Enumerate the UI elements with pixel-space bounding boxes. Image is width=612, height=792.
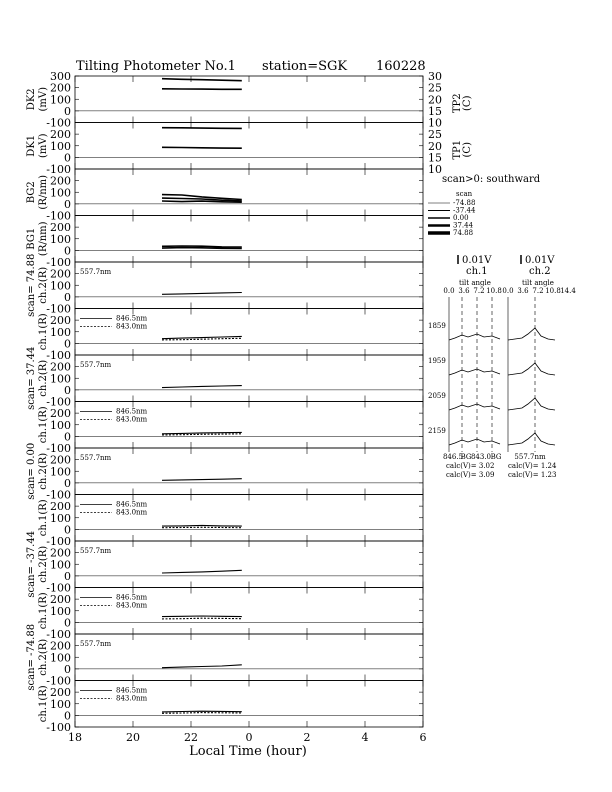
panel-ylabel-units: ch.1(R) xyxy=(38,313,49,351)
y-tick-label: -100 xyxy=(46,116,71,130)
series-legend-label: 843.0nm xyxy=(116,694,148,703)
series-legend-label: 843.0nm xyxy=(116,601,148,610)
ch2-profile xyxy=(508,433,555,445)
panel-ylabel: scan= -74.88 xyxy=(26,623,37,691)
x-axis-label: Local Time (hour) xyxy=(189,744,307,759)
panel-ylabel-units: ch.2(R) xyxy=(38,359,49,397)
series-legend-label: 557.7nm xyxy=(80,454,112,462)
right-axis-label: TP2 xyxy=(452,93,463,114)
panel-frame xyxy=(75,76,423,123)
y-tick-label: 100 xyxy=(50,418,71,432)
y-tick-label: 0 xyxy=(64,662,71,676)
y-tick-label: 0 xyxy=(64,151,71,165)
tilt-time-label: 1959 xyxy=(428,357,446,365)
panel-ylabel-units: ch.1(R) xyxy=(38,406,49,444)
right-axis-units: (C) xyxy=(462,95,473,111)
y-tick-label: -100 xyxy=(46,674,71,688)
y-tick-label: 0 xyxy=(64,523,71,537)
x-tick-label: 6 xyxy=(419,731,427,744)
series-legend-label: 846.5nm xyxy=(116,500,148,509)
y-tick-label: 200 xyxy=(50,267,71,281)
series-line xyxy=(162,79,242,81)
ch2-profile xyxy=(508,363,555,375)
ch2-tick-label: 3.6 xyxy=(517,287,529,295)
y-tick-label: -100 xyxy=(46,256,71,269)
series-legend-label: 846.5nm xyxy=(116,407,148,416)
panel-ylabel: BG2 xyxy=(26,181,37,204)
y-tick-label: 0 xyxy=(64,709,71,723)
series-line xyxy=(162,89,242,90)
series-line xyxy=(162,618,242,619)
panel-ylabel-units: ch.1(R) xyxy=(38,592,49,630)
y-tick-label: 100 xyxy=(50,232,71,246)
panel-7 xyxy=(38,402,423,456)
y-tick-label: 100 xyxy=(50,372,71,386)
y-tick-label: 200 xyxy=(50,128,71,142)
y-tick-label: 200 xyxy=(50,500,71,514)
y-tick-label: -100 xyxy=(46,581,71,595)
panel-ylabel-units: ch.2(R) xyxy=(38,638,49,676)
series-legend-label: 557.7nm xyxy=(80,640,112,648)
panel-ylabel-units: (R/nm) xyxy=(38,221,49,257)
y-tick-label: 0 xyxy=(64,290,71,304)
y-tick-label: 200 xyxy=(50,81,71,95)
scan-legend-label: 74.88 xyxy=(453,229,474,237)
series-line xyxy=(162,570,242,573)
series-line xyxy=(162,713,242,714)
ch1-tick-label: 10.8 xyxy=(486,287,502,295)
panel-ylabel: scan= 74.88 xyxy=(26,253,37,317)
panel-frame xyxy=(75,216,423,263)
right-tick-label: 15 xyxy=(428,104,442,118)
right-tick-label: 25 xyxy=(428,81,442,95)
ch1-bottom-label: 846.5 xyxy=(442,453,464,461)
tilt-time-label: 2059 xyxy=(428,392,446,400)
panel-ylabel: scan= -37.44 xyxy=(26,530,37,598)
series-line xyxy=(162,665,242,668)
y-tick-label: 0 xyxy=(64,430,71,444)
scan-legend xyxy=(428,174,541,237)
y-tick-label: 300 xyxy=(50,70,71,83)
series-legend-label: 843.0nm xyxy=(116,508,148,517)
y-tick-label: -100 xyxy=(46,395,71,409)
ch1-bottom-label: BG xyxy=(490,453,502,461)
right-tick-label: 20 xyxy=(428,139,442,153)
panel-frame xyxy=(75,541,423,588)
right-axis-label: TP1 xyxy=(452,139,463,160)
y-tick-label: 100 xyxy=(50,325,71,339)
y-tick-label: -100 xyxy=(46,721,71,734)
series-legend-label: 843.0nm xyxy=(116,415,148,424)
y-tick-label: 100 xyxy=(50,697,71,711)
y-tick-label: -100 xyxy=(46,349,71,362)
ch1-tick-label: 7.2 xyxy=(473,287,485,295)
x-tick-label: 4 xyxy=(361,731,369,744)
panel-6 xyxy=(26,347,423,410)
ch2-label: ch.2 xyxy=(529,266,551,277)
x-tick-label: 22 xyxy=(184,731,198,744)
panel-frame xyxy=(75,262,423,309)
ch1-scale: 0.01V xyxy=(462,255,492,266)
series-legend-label: 846.5nm xyxy=(116,314,148,323)
y-tick-label: -100 xyxy=(46,488,71,502)
series-line xyxy=(162,386,242,388)
ch1-profile xyxy=(449,369,500,375)
tilt-time-label: 1859 xyxy=(428,322,446,330)
y-tick-label: 200 xyxy=(50,593,71,607)
panel-frame xyxy=(75,448,423,495)
panel-1 xyxy=(26,123,423,177)
ch2-profile xyxy=(508,398,555,410)
panel-ylabel-units: ch.2(R) xyxy=(38,266,49,304)
panel-ylabel-units: ch.1(R) xyxy=(38,499,49,537)
y-tick-label: -100 xyxy=(46,163,71,176)
series-legend-label: 843.0nm xyxy=(116,322,148,331)
ch2-tick-label: 10.8 xyxy=(545,287,561,295)
ch1-axis-title: tilt angle xyxy=(459,279,491,287)
y-tick-label: 0 xyxy=(64,569,71,583)
ch2-bottom-label: 557.7nm xyxy=(514,453,546,461)
y-tick-label: 100 xyxy=(50,139,71,153)
right-tick-label: 20 xyxy=(428,93,442,107)
y-tick-label: 200 xyxy=(50,407,71,421)
tilt-time-label: 2159 xyxy=(428,427,446,435)
y-tick-label: 100 xyxy=(50,279,71,293)
ch2-profile xyxy=(508,328,555,340)
ch1-calc-1: calc(V)= 3.02 xyxy=(446,462,495,470)
y-tick-label: 200 xyxy=(50,546,71,560)
ch1-profile xyxy=(449,439,500,445)
ch1-profile xyxy=(449,404,500,410)
series-line xyxy=(162,711,242,712)
panel-2 xyxy=(26,169,423,223)
series-legend-label: 846.5nm xyxy=(116,686,148,695)
scan-legend-label: 0.00 xyxy=(453,214,469,222)
panel-9 xyxy=(38,495,423,549)
right-tick-label: 25 xyxy=(428,128,442,142)
y-tick-label: 0 xyxy=(64,197,71,211)
y-tick-label: -100 xyxy=(46,209,71,223)
panel-13 xyxy=(38,681,423,735)
y-tick-label: 0 xyxy=(64,337,71,351)
panel-ylabel-units: (R/nm) xyxy=(38,174,49,210)
series-line xyxy=(162,479,242,481)
ch2-axis-title: tilt angle xyxy=(522,279,554,287)
series-line xyxy=(162,147,242,148)
panel-frame xyxy=(75,355,423,402)
panel-ylabel: BG1 xyxy=(26,227,37,250)
panel-stack xyxy=(26,70,423,734)
y-tick-label: 100 xyxy=(50,465,71,479)
series-line xyxy=(162,248,242,249)
panel-ylabel-units: ch.1(R) xyxy=(38,685,49,723)
date-label: 160228 xyxy=(376,59,426,74)
series-line xyxy=(162,616,242,617)
panel-ylabel: scan= 37.44 xyxy=(26,346,37,410)
series-line xyxy=(162,201,242,202)
y-tick-label: 200 xyxy=(50,314,71,328)
y-tick-label: 100 xyxy=(50,93,71,107)
panel-frame xyxy=(75,123,423,170)
panel-5 xyxy=(38,309,423,363)
ch2-scale: 0.01V xyxy=(525,255,555,266)
series-legend-label: 557.7nm xyxy=(80,268,112,276)
y-tick-label: -100 xyxy=(46,628,71,641)
ch2-calc-1: calc(V)= 1.24 xyxy=(508,462,557,470)
x-tick-label: 0 xyxy=(245,731,253,744)
panel-frame xyxy=(75,169,423,216)
y-tick-label: 0 xyxy=(64,616,71,630)
series-legend-label: 557.7nm xyxy=(80,547,112,555)
y-tick-label: 200 xyxy=(50,453,71,467)
ch2-tick-label: 14.4 xyxy=(560,287,576,295)
y-tick-label: 0 xyxy=(64,104,71,118)
figure-title: Tilting Photometer No.1 xyxy=(76,59,236,74)
ch2-tick-label: 7.2 xyxy=(532,287,544,295)
panel-ylabel-units: (mV) xyxy=(38,133,49,159)
y-tick-label: 0 xyxy=(64,244,71,258)
panel-ylabel-units: ch.2(R) xyxy=(38,452,49,490)
x-tick-label: 18 xyxy=(68,731,82,744)
y-tick-label: -100 xyxy=(46,302,71,316)
right-temp-axis xyxy=(428,70,473,176)
x-tick-label: 20 xyxy=(126,731,140,744)
ch1-label: ch.1 xyxy=(466,266,488,277)
legend-subtitle: scan xyxy=(456,190,473,198)
panel-4 xyxy=(26,254,423,317)
series-line xyxy=(162,293,242,295)
panel-0 xyxy=(26,70,423,130)
y-tick-label: 100 xyxy=(50,651,71,665)
y-tick-label: 200 xyxy=(50,174,71,188)
y-tick-label: 100 xyxy=(50,558,71,572)
y-tick-label: 100 xyxy=(50,186,71,200)
panel-frame xyxy=(75,634,423,681)
x-axis-ticks xyxy=(68,731,427,744)
scan-legend-label: -74.88 xyxy=(453,199,476,207)
ch1-bottom-label: 843.0 xyxy=(470,453,492,461)
ch1-calc-2: calc(V)= 3.09 xyxy=(446,471,495,479)
right-tick-label: 30 xyxy=(428,70,442,83)
panel-3 xyxy=(26,216,423,270)
x-tick-label: 2 xyxy=(303,731,311,744)
right-axis-units: (C) xyxy=(462,142,473,158)
y-tick-label: -100 xyxy=(46,535,71,548)
y-tick-label: 100 xyxy=(50,604,71,618)
panel-11 xyxy=(38,588,423,642)
panel-ylabel: scan= 0.00 xyxy=(26,442,37,500)
series-legend-label: 846.5nm xyxy=(116,593,148,602)
panel-ylabel-units: ch.2(R) xyxy=(38,545,49,583)
y-tick-label: -100 xyxy=(46,442,71,455)
tilt-profiles xyxy=(428,255,576,479)
y-tick-label: 200 xyxy=(50,360,71,374)
right-tick-label: 15 xyxy=(428,151,442,165)
y-tick-label: 0 xyxy=(64,476,71,490)
legend-title: scan>0: southward xyxy=(442,174,541,185)
scan-legend-label: 37.44 xyxy=(453,221,474,230)
series-legend-label: 557.7nm xyxy=(80,361,112,369)
station-label: station=SGK xyxy=(262,59,348,74)
ch2-tick-label: 0.0 xyxy=(502,287,514,295)
right-tick-label: 10 xyxy=(428,116,442,130)
ch2-calc-2: calc(V)= 1.23 xyxy=(508,471,557,479)
ch1-profile xyxy=(449,334,500,340)
y-tick-label: 0 xyxy=(64,383,71,397)
ch1-bottom-label: BG xyxy=(460,453,472,461)
y-tick-label: 200 xyxy=(50,686,71,700)
series-line xyxy=(162,246,242,247)
panel-8 xyxy=(26,443,423,502)
series-line xyxy=(162,525,242,526)
ch1-tick-label: 3.6 xyxy=(458,287,470,295)
y-tick-label: 200 xyxy=(50,639,71,653)
panel-ylabel-units: (mV) xyxy=(38,86,49,112)
panel-ylabel: DK2 xyxy=(26,88,37,111)
series-line xyxy=(162,128,242,129)
scan-legend-label: -37.44 xyxy=(453,206,476,215)
y-tick-label: 200 xyxy=(50,221,71,235)
y-tick-label: 100 xyxy=(50,511,71,525)
panel-ylabel: DK1 xyxy=(26,134,37,157)
right-tick-label: 10 xyxy=(428,163,442,176)
ch1-tick-label: 0.0 xyxy=(443,287,455,295)
